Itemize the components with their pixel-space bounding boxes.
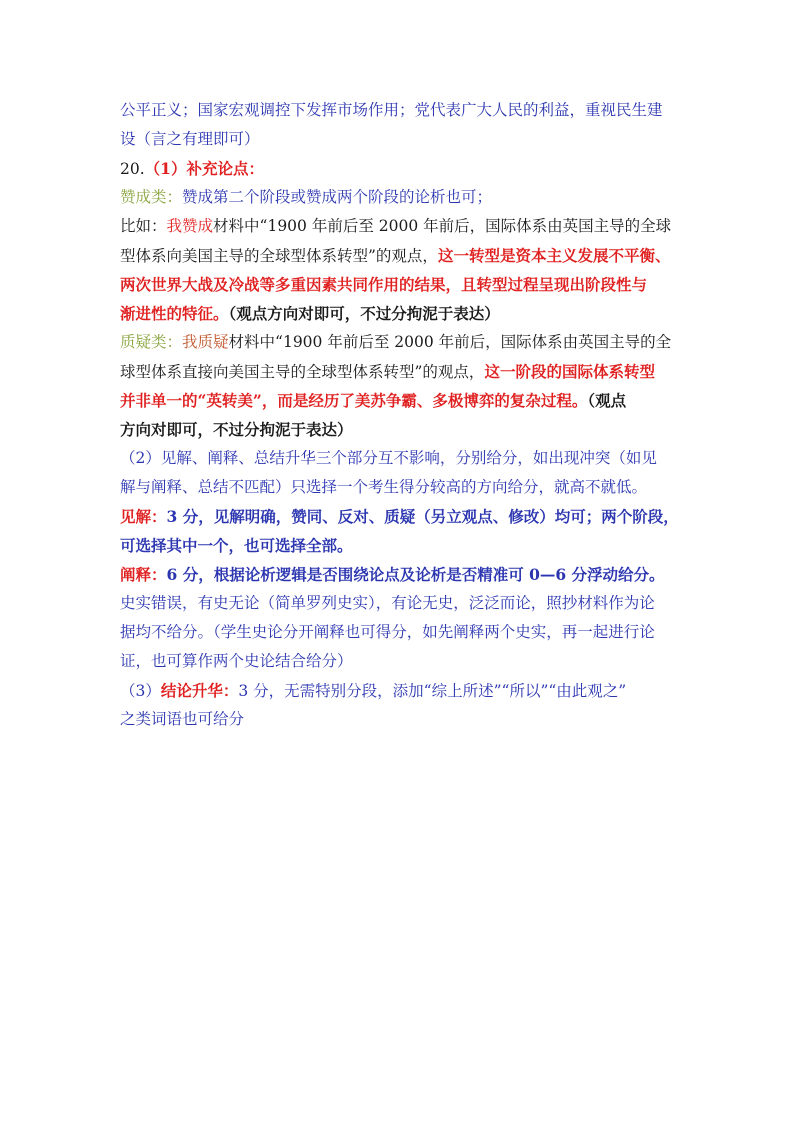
text-line: 设（言之有理即可） — [120, 130, 260, 148]
doubt-argument: 并非单一的“英转美”，而是经历了美苏争霸、多极博弈的复杂过程。 — [120, 391, 588, 410]
grading-note: 方向对即可，不过分拘泥于表达） — [120, 420, 353, 439]
text-line: 解与阐释、总结不匹配）只选择一个考生得分较高的方向给分，就高不就低。 — [120, 478, 648, 496]
example-text: 材料中“1900 年前后至 2000 年前后，国际体系由英国主导的全球 — [213, 217, 672, 235]
example-stance: 我赞成 — [166, 217, 214, 235]
doubt-text: 球型体系直接向美国主导的全球型体系转型”的观点， — [120, 363, 485, 381]
text-line — [120, 560, 680, 589]
explanation-text: 6 分，根据论析逻辑是否围绕论点及论析是否精准可 0—6 分浮动给分。 — [166, 565, 665, 584]
support-label: 赞成类： — [120, 188, 183, 206]
text-line — [120, 212, 680, 241]
doubt-label: 质疑类： — [120, 333, 183, 351]
text-line: 可选择其中一个，也可选择全部。 — [120, 536, 353, 555]
text-line — [120, 299, 680, 328]
doubt-text: 材料中“1900 年前后至 2000 年前后，国际体系由英国主导的全 — [228, 333, 672, 351]
example-lead: 比如： — [120, 217, 167, 235]
text-line — [120, 183, 680, 212]
grading-note: （观点 — [587, 391, 627, 410]
conclusion-label: 结论升华： — [160, 681, 239, 700]
text-line — [120, 386, 680, 415]
example-argument: 这一转型是资本主义发展不平衡、 — [437, 246, 671, 265]
text-line — [120, 357, 680, 386]
doubt-stance: 我质疑 — [182, 333, 229, 351]
text-line: 史实错误，有史无论（简单罗列史实），有论无史，泛泛而论，照抄材料作为论 — [120, 594, 655, 612]
question-number: 20. — [120, 160, 145, 178]
explanation-label: 阐释： — [120, 565, 167, 584]
text-line: 证，也可算作两个史论结合给分） — [120, 652, 353, 670]
support-text: 赞成第二个阶段或赞成两个阶段的论析也可； — [182, 188, 493, 206]
text-line: 两次世界大战及冷战等多重因素共同作用的结果，且转型过程呈现出阶段性与 — [120, 275, 648, 294]
text-line: （2）见解、阐释、总结升华三个部分互不影响，分别给分，如出现冲突（如见 — [120, 449, 657, 467]
grading-note: （观点方向对即可，不过分拘泥于表达） — [228, 304, 500, 323]
view-label: 见解： — [120, 507, 167, 526]
conclusion-text: 3 分，无需特别分段，添加“综上所述”“所以”“由此观之” — [238, 682, 627, 700]
example-text: 型体系向美国主导的全球型体系转型”的观点， — [120, 247, 438, 265]
part-number: （3） — [120, 682, 161, 700]
question-title: （1）补充论点： — [144, 159, 264, 178]
view-text: 3 分，见解明确，赞同、反对、质疑（另立观点、修改）均可；两个阶段， — [166, 507, 679, 526]
doubt-argument: 这一阶段的国际体系转型 — [484, 362, 655, 381]
answer-text — [120, 96, 680, 734]
text-line — [120, 328, 680, 357]
text-line — [120, 241, 680, 270]
question-heading — [120, 154, 680, 183]
text-line: 之类词语也可给分 — [120, 710, 245, 728]
text-line — [120, 676, 680, 705]
text-line — [120, 502, 680, 531]
text-line: 公平正义；国家宏观调控下发挥市场作用；党代表广大人民的利益，重视民生建 — [120, 101, 663, 119]
text-line: 据均不给分。（学生史论分开阐释也可得分，如先阐释两个史实，再一起进行论 — [120, 623, 655, 641]
example-argument: 渐进性的特征。 — [120, 304, 229, 323]
